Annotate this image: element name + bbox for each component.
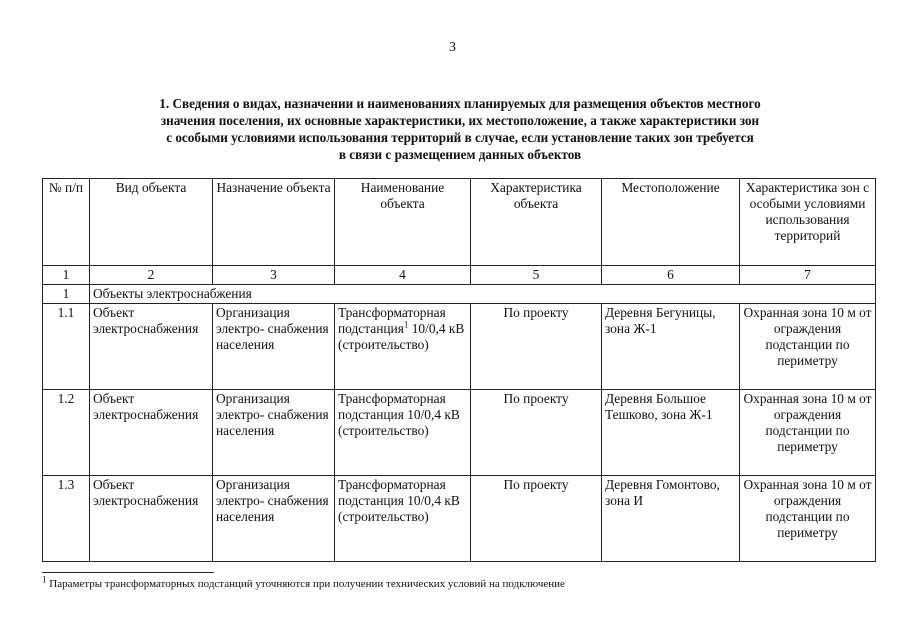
- table-row: [43, 476, 876, 562]
- header-location: Местоположение: [602, 179, 740, 266]
- row-type: Объект электроснабжения: [90, 304, 213, 390]
- column-number: 4: [335, 266, 471, 285]
- row-location: Деревня Гомонтово, зона И: [602, 476, 740, 562]
- row-type: Объект электроснабжения: [90, 390, 213, 476]
- page-number: 3: [449, 40, 456, 55]
- row-zone: Охранная зона 10 м от ограждения подстанции по периметру: [740, 476, 876, 562]
- footnote-ref: 1: [403, 319, 409, 330]
- heading-line-1: 1. Сведения о видах, назначении и наименованиях планируемых для размещения объектов местного: [159, 96, 761, 111]
- column-number: 5: [471, 266, 602, 285]
- row-zone: Охранная зона 10 м от ограждения подстанции по периметру: [740, 390, 876, 476]
- footnote-marker: 1: [42, 574, 47, 585]
- table-row: [43, 304, 876, 390]
- row-purpose: Организация электро- снабжения населения: [213, 304, 335, 390]
- column-number: 1: [43, 266, 90, 285]
- section-num: 1: [43, 285, 90, 304]
- row-location: Деревня Бегуницы, зона Ж-1: [602, 304, 740, 390]
- heading-line-3: с особыми условиями использования территорий в случае, если установление таких зон требуется: [166, 130, 754, 145]
- row-name: [335, 304, 471, 390]
- section-title: Объекты электроснабжения: [90, 285, 876, 304]
- header-type: Вид объекта: [90, 179, 213, 266]
- table-header-row: [43, 179, 876, 266]
- row-name: Трансформаторная подстанция 10/0,4 кВ (строительство): [335, 476, 471, 562]
- row-characteristic: По проекту: [471, 304, 602, 390]
- row-type: Объект электроснабжения: [90, 476, 213, 562]
- header-characteristic: Характеристика объекта: [471, 179, 602, 266]
- row-characteristic: По проекту: [471, 476, 602, 562]
- table-row: [43, 390, 876, 476]
- section-row: [43, 285, 876, 304]
- column-number: 7: [740, 266, 876, 285]
- row-zone: Охранная зона 10 м от ограждения подстанции по периметру: [740, 304, 876, 390]
- row-name: Трансформаторная подстанция 10/0,4 кВ (строительство): [335, 390, 471, 476]
- row-num: 1.1: [43, 304, 90, 390]
- column-number: 2: [90, 266, 213, 285]
- column-number: 6: [602, 266, 740, 285]
- objects-table: [42, 178, 876, 562]
- row-characteristic: По проекту: [471, 390, 602, 476]
- row-location: Деревня Большое Тешково, зона Ж-1: [602, 390, 740, 476]
- row-num: 1.2: [43, 390, 90, 476]
- footnote-divider: [42, 572, 214, 573]
- section-heading: [90, 95, 830, 163]
- column-number-row: [43, 266, 876, 285]
- row-name-text: Трансформаторная подстанция: [338, 305, 446, 336]
- header-purpose: Назначение объекта: [213, 179, 335, 266]
- row-num: 1.3: [43, 476, 90, 562]
- heading-line-2: значения поселения, их основные характеристики, их местоположение, а также характеристики зон: [160, 113, 760, 128]
- footnote: [42, 574, 565, 590]
- column-number: 3: [213, 266, 335, 285]
- header-num: № п/п: [43, 179, 90, 266]
- row-purpose: Организация электро- снабжения населения: [213, 476, 335, 562]
- header-name: Наименование объекта: [335, 179, 471, 266]
- row-name-rest: 10/0,4 кВ (строительство): [338, 321, 465, 352]
- header-zone: Характеристика зон с особыми условиями использования территорий: [740, 179, 876, 266]
- row-purpose: Организация электро- снабжения населения: [213, 390, 335, 476]
- footnote-text: Параметры трансформаторных подстанций уточняются при получении технических условий на подключение: [46, 578, 565, 590]
- heading-line-4: в связи с размещением данных объектов: [338, 147, 582, 162]
